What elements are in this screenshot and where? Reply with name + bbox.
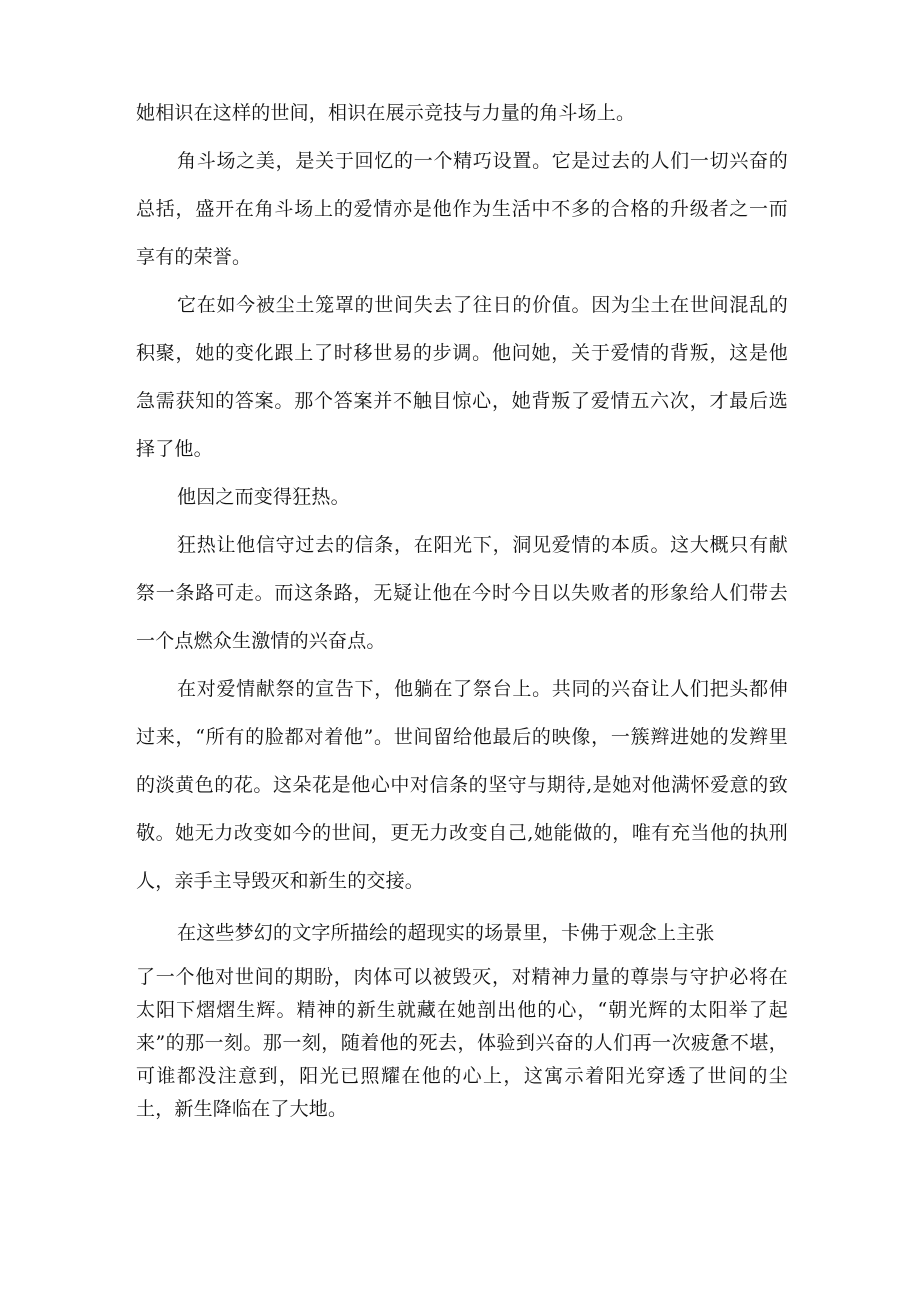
paragraph-1: 她相识在这样的世间，相识在展示竞技与力量的角斗场上。 — [136, 102, 636, 124]
paragraph-6: 在对爱情献祭的宣告下，他躺在了祭台上。共同的兴奋让人们把头都伸过来，“所有的脸都对着他”。世间留给他最后的映像，一簇辫进她的发辫里的淡黄色的花。这朵花是他心中对信条的坚守与期待,是她对他满怀爱意的致敬。她无力改变如今的世间，更无力改变自己,她能做的，唯有充当他的执刑人，亲手主导毁灭和新生的交接。 — [136, 678, 788, 892]
paragraph-2: 角斗场之美，是关于回忆的一个精巧设置。它是过去的人们一切兴奋的总括，盛开在角斗场上的爱情亦是他作为生活中不多的合格的升级者之一而享有的荣誉。 — [136, 150, 788, 268]
paragraph-7: 在这些梦幻的文字所描绘的超现实的场景里，卡佛于观念上主张 — [177, 922, 715, 944]
paragraph-4: 他因之而变得狂热。 — [177, 486, 350, 508]
paragraph-3: 它在如今被尘土笼罩的世间失去了往日的价值。因为尘土在世间混乱的积聚，她的变化跟上了时移世易的步调。他问她，关于爱情的背叛，这是他急需获知的答案。那个答案并不触目惊心，她背叛了爱情五六次，才最后选择了他。 — [136, 294, 788, 460]
paragraph-8: 了一个他对世间的期盼，肉体可以被毁灭，对精神力量的尊崇与守护必将在太阳下熠熠生辉。精神的新生就藏在她剖出他的心，“朝光辉的太阳举了起来”的那一刻。那一刻，随着他的死去，体验到兴奋的人们再一次疲惫不堪，可谁都没注意到，阳光已照耀在他的心上，这寓示着阳光穿透了世间的尘土，新生降临在了大地。 — [136, 966, 788, 1120]
paragraph-5: 狂热让他信守过去的信条，在阳光下，洞见爱情的本质。这大概只有献祭一条路可走。而这条路，无疑让他在今时今日以失败者的形象给人们带去一个点燃众生激情的兴奋点。 — [136, 534, 788, 652]
